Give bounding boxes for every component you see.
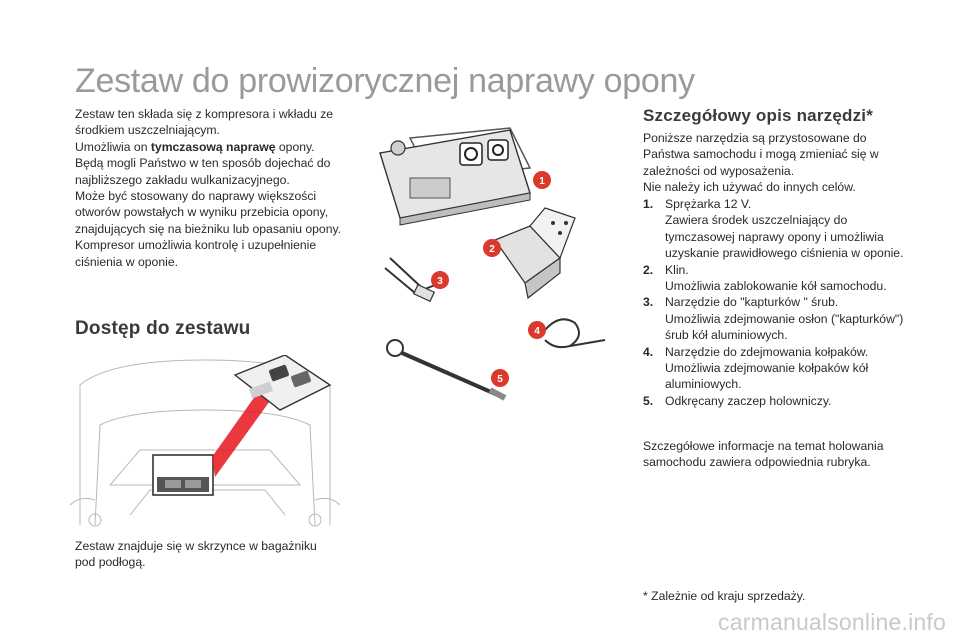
tool-description: Umożliwia zablokowanie kół samochodu. bbox=[665, 279, 887, 294]
wheel-chock bbox=[495, 208, 575, 298]
badge-5 bbox=[491, 369, 509, 387]
tool-number: 5. bbox=[643, 393, 654, 408]
badge-5-label: 5 bbox=[497, 374, 503, 385]
intro-text bbox=[75, 106, 345, 270]
watermark: carmanualsonline.info bbox=[718, 609, 946, 635]
intro-line-2 bbox=[75, 139, 345, 155]
tool-name: Klin. bbox=[665, 262, 689, 277]
intro-line-1: Zestaw ten składa się z kompresora i wkładu ze środkiem uszczelniającym. bbox=[75, 107, 334, 138]
tool-description: Umożliwia zdejmowanie kołpaków kół aluminiowych. bbox=[665, 361, 869, 392]
badge-1 bbox=[533, 171, 551, 189]
access-text: Zestaw znajduje się w skrzynce w bagażniku pod podłogą. bbox=[75, 539, 317, 570]
tool-description: Umożliwia zdejmowanie osłon ("kapturków") śrub kół aluminiowych. bbox=[665, 311, 904, 343]
badge-2 bbox=[483, 239, 501, 257]
trunk-floor-box bbox=[153, 455, 213, 495]
tools-illustration bbox=[370, 108, 620, 418]
tool-item bbox=[643, 344, 918, 393]
badge-3 bbox=[431, 271, 449, 289]
details-intro-2: Nie należy ich używać do innych celów. bbox=[643, 180, 856, 195]
tool-item bbox=[643, 294, 918, 343]
intro-line-4: Może być stosowany do naprawy większości otworów powstałych w wyniku przebicia opony, znajdujących się na bieżniku lub opasaniu opony. bbox=[75, 189, 342, 236]
trunk-illustration bbox=[70, 355, 340, 530]
access-heading: Dostęp do zestawu bbox=[75, 318, 251, 339]
tool-item bbox=[643, 262, 918, 295]
intro-line-2-end: opony. bbox=[275, 139, 315, 154]
tool-item bbox=[643, 196, 918, 262]
towing-eye bbox=[387, 340, 505, 398]
details-heading: Szczegółowy opis narzędzi* bbox=[643, 106, 874, 125]
tool-number: 4. bbox=[643, 344, 654, 359]
tools-list bbox=[643, 196, 918, 409]
tool-name: Sprężarka 12 V. bbox=[665, 197, 752, 211]
tool-name: Odkręcany zaczep holowniczy. bbox=[665, 393, 832, 408]
tool-number: 1. bbox=[643, 197, 654, 211]
hubcap-tool bbox=[545, 319, 605, 347]
tool-name: Narzędzie do "kapturków " śrub. bbox=[665, 295, 839, 310]
details-intro bbox=[643, 130, 913, 196]
badge-2-label: 2 bbox=[489, 244, 495, 255]
intro-line-3: Będą mogli Państwo w ten sposób dojechać do najbliższego zakładu wulkanizacyjnego. bbox=[75, 156, 331, 187]
intro-line-2-start: Umożliwia on bbox=[75, 139, 151, 154]
kit-box-zoom bbox=[235, 355, 330, 410]
footnote: * Zależnie od kraju sprzedaży. bbox=[643, 589, 806, 603]
intro-bold-phrase: tymczasową naprawę bbox=[150, 139, 276, 154]
details-intro-1: Poniższe narzędzia są przystosowane do Państwa samochodu i mogą zmieniać się w zależności od wyposażenia. bbox=[643, 131, 879, 178]
tool-number: 3. bbox=[643, 295, 654, 310]
compressor-kit bbox=[380, 128, 530, 225]
badge-3-label: 3 bbox=[437, 276, 443, 287]
tool-name: Narzędzie do zdejmowania kołpaków. bbox=[665, 344, 869, 359]
badge-1-label: 1 bbox=[539, 176, 545, 187]
badge-4-label: 4 bbox=[534, 326, 540, 337]
tool-description: Zawiera środek uszczelniający do tymczasowej naprawy opony i umożliwia uzyskanie prawidłowego ciśnienia w oponie. bbox=[665, 213, 904, 261]
intro-line-5: Kompresor umożliwia kontrolę i uzupełnienie ciśnienia w oponie. bbox=[75, 238, 317, 269]
page-title: Zestaw do prowizorycznej naprawy opony bbox=[75, 62, 695, 100]
towing-note: Szczegółowe informacje na temat holowania samochodu zawiera odpowiednia rubryka. bbox=[643, 439, 884, 470]
tool-item bbox=[643, 393, 918, 409]
tool-number: 2. bbox=[643, 262, 654, 277]
badge-4 bbox=[528, 321, 546, 339]
